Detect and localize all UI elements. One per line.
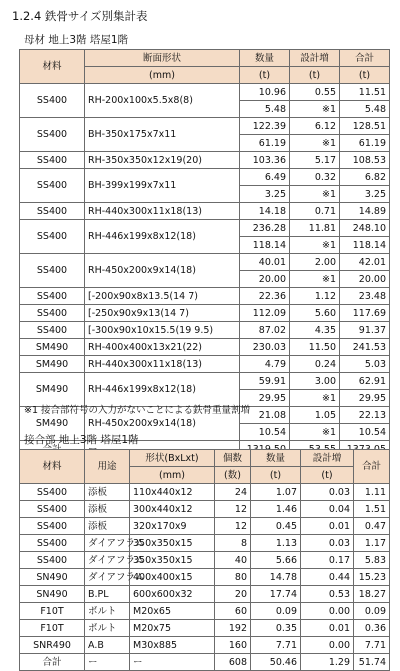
extra-cell: 2.00: [290, 254, 340, 271]
shape-cell: 320x170x9: [130, 518, 215, 535]
qty-cell: 61.19: [240, 135, 290, 152]
total-cell: 18.27: [354, 586, 390, 603]
shape-cell: M20x75: [130, 620, 215, 637]
header-use: 用途: [85, 450, 130, 484]
extra-cell: 6.12: [290, 118, 340, 135]
qty-cell: 1.13: [251, 535, 301, 552]
material-cell: SN490: [20, 569, 85, 586]
qty-cell: 10.96: [240, 84, 290, 101]
table-row: [20, 254, 390, 271]
total-cell: 108.53: [340, 152, 390, 169]
total-cell: 22.13: [340, 407, 390, 424]
shape-cell: 350x350x15: [130, 552, 215, 569]
material-cell: SS400: [20, 322, 85, 339]
material-cell: SS400: [20, 288, 85, 305]
qty-cell: 21.08: [240, 407, 290, 424]
material-cell: SS400: [20, 552, 85, 569]
total-cell: 29.95: [340, 390, 390, 407]
extra-cell: ※1: [290, 135, 340, 152]
total-cell: 62.91: [340, 373, 390, 390]
table-row: [20, 84, 390, 101]
use-cell: ダイアフラム: [85, 535, 130, 552]
extra-cell: 1.12: [290, 288, 340, 305]
header-extra-unit: (t): [301, 467, 354, 484]
qty-cell: 5.48: [240, 101, 290, 118]
total-cell: 0.47: [354, 518, 390, 535]
header-qty-unit: (t): [251, 467, 301, 484]
total-cell: 5.03: [340, 356, 390, 373]
table-row: [20, 484, 390, 501]
total-cell: 1.11: [354, 484, 390, 501]
total-cell: 248.10: [340, 220, 390, 237]
table-row: [20, 620, 390, 637]
header-qty: 数量: [240, 50, 290, 67]
count-cell: 20: [215, 586, 251, 603]
extra-cell: ※1: [290, 390, 340, 407]
count-cell: 192: [215, 620, 251, 637]
shape-cell: 400x400x15: [130, 569, 215, 586]
total-cell: 128.51: [340, 118, 390, 135]
extra-cell: 1.05: [290, 407, 340, 424]
section-cell: [-200x90x8x13.5(14 7): [85, 288, 240, 305]
extra-cell: 3.00: [290, 373, 340, 390]
qty-cell: 22.36: [240, 288, 290, 305]
shape-cell: M30x885: [130, 637, 215, 654]
extra-cell: 4.35: [290, 322, 340, 339]
extra-cell: 11.50: [290, 339, 340, 356]
footnote: ※1 接合部符号の入力がないことによる鉄骨重量割増: [24, 405, 251, 416]
extra-cell: ※1: [290, 424, 340, 441]
total-cell: 10.54: [340, 424, 390, 441]
table-header-row: [20, 50, 390, 67]
use-cell: 添板: [85, 501, 130, 518]
total-cell: 91.37: [340, 322, 390, 339]
qty-cell: 5.66: [251, 552, 301, 569]
section-cell: RH-400x400x13x21(22): [85, 339, 240, 356]
material-cell: SS400: [20, 152, 85, 169]
count-cell: 12: [215, 501, 251, 518]
header-total: 合計: [340, 50, 390, 67]
total-label: 合計: [20, 654, 85, 671]
extra-cell: 0.71: [290, 203, 340, 220]
extra-cell: 0.17: [301, 552, 354, 569]
shape-cell: 350x350x15: [130, 535, 215, 552]
total-cell: 6.82: [340, 169, 390, 186]
table-row: [20, 203, 390, 220]
table-row: [20, 356, 390, 373]
qty-cell: 122.39: [240, 118, 290, 135]
table-row: [20, 169, 390, 186]
use-cell: ボルト: [85, 603, 130, 620]
total-cell: 1.17: [354, 535, 390, 552]
count-cell: 24: [215, 484, 251, 501]
qty-cell: 59.91: [240, 373, 290, 390]
section-cell: RH-446x199x8x12(18): [85, 373, 240, 407]
section-cell: RH-450x200x9x14(18): [85, 407, 240, 441]
table-row: [20, 518, 390, 535]
material-cell: SS400: [20, 305, 85, 322]
header-material: 材料: [20, 50, 85, 84]
section-cell: RH-440x300x11x18(13): [85, 203, 240, 220]
total-cell: 23.48: [340, 288, 390, 305]
qty-cell: 0.45: [251, 518, 301, 535]
header-count: 個数: [215, 450, 251, 467]
count-cell: 608: [215, 654, 251, 671]
header-extra: 設計増: [301, 450, 354, 467]
count-cell: 40: [215, 552, 251, 569]
count-cell: 8: [215, 535, 251, 552]
joint-table: [19, 449, 390, 671]
extra-cell: 0.01: [301, 518, 354, 535]
base-material-table: [19, 49, 390, 458]
material-cell: SM490: [20, 407, 85, 441]
qty-cell: 20.00: [240, 271, 290, 288]
extra-cell: 0.01: [301, 620, 354, 637]
total-cell: 0.09: [354, 603, 390, 620]
header-qty-unit: (t): [240, 67, 290, 84]
material-cell: F10T: [20, 603, 85, 620]
section-cell: RH-446x199x8x12(18): [85, 220, 240, 254]
extra-cell: 0.03: [301, 535, 354, 552]
header-total-unit: (t): [340, 67, 390, 84]
total-cell: 51.74: [354, 654, 390, 671]
use-cell: B.PL: [85, 586, 130, 603]
material-cell: SN490: [20, 586, 85, 603]
qty-cell: 1.46: [251, 501, 301, 518]
qty-cell: 14.18: [240, 203, 290, 220]
header-total: 合計: [354, 450, 390, 484]
section-cell: [-250x90x9x13(14 7): [85, 305, 240, 322]
material-cell: SS400: [20, 535, 85, 552]
material-cell: SS400: [20, 220, 85, 254]
material-cell: SM490: [20, 373, 85, 407]
table-row: [20, 552, 390, 569]
section-cell: RH-200x100x5.5x8(8): [85, 84, 240, 118]
use-cell: ダイアフラム: [85, 569, 130, 586]
section-cell: RH-450x200x9x14(18): [85, 254, 240, 288]
extra-cell: 0.00: [301, 637, 354, 654]
header-shape: 形状(BxLxt): [130, 450, 215, 467]
extra-cell: 0.00: [301, 603, 354, 620]
material-cell: SS400: [20, 254, 85, 288]
use-cell: ダイアフラム: [85, 552, 130, 569]
total-cell: 14.89: [340, 203, 390, 220]
total-cell: 3.25: [340, 186, 390, 203]
table-row: [20, 586, 390, 603]
page-title: 1.2.4 鉄骨サイズ別集計表: [12, 9, 148, 23]
extra-cell: 0.03: [301, 484, 354, 501]
table-row: [20, 373, 390, 390]
table-row: [20, 637, 390, 654]
qty-cell: 50.46: [251, 654, 301, 671]
total-cell: 42.01: [340, 254, 390, 271]
extra-cell: 1.29: [301, 654, 354, 671]
extra-cell: 0.55: [290, 84, 340, 101]
material-cell: F10T: [20, 620, 85, 637]
table-row: [20, 535, 390, 552]
shape-cell: 600x600x32: [130, 586, 215, 603]
qty-cell: 10.54: [240, 424, 290, 441]
table1-caption: 母材 地上3階 塔屋1階: [24, 34, 129, 46]
header-section: 断面形状: [85, 50, 240, 67]
section-cell: BH-350x175x7x11: [85, 118, 240, 152]
extra-cell: 0.53: [301, 586, 354, 603]
extra-cell: 0.04: [301, 501, 354, 518]
material-cell: SS400: [20, 518, 85, 535]
use-cell: A.B: [85, 637, 130, 654]
total-cell: 118.14: [340, 237, 390, 254]
extra-cell: ※1: [290, 237, 340, 254]
table-row: [20, 339, 390, 356]
count-cell: 80: [215, 569, 251, 586]
count-cell: 60: [215, 603, 251, 620]
extra-cell: 0.24: [290, 356, 340, 373]
count-cell: 160: [215, 637, 251, 654]
header-extra-unit: (t): [290, 67, 340, 84]
header-shape-unit: (mm): [130, 467, 215, 484]
material-cell: SS400: [20, 118, 85, 152]
extra-cell: 11.81: [290, 220, 340, 237]
material-cell: SS400: [20, 501, 85, 518]
table2-caption: 接合部 地上3階 塔屋1階: [24, 434, 139, 446]
qty-cell: 40.01: [240, 254, 290, 271]
total-cell: 0.36: [354, 620, 390, 637]
qty-cell: 230.03: [240, 339, 290, 356]
table-row: [20, 501, 390, 518]
total-cell: 11.51: [340, 84, 390, 101]
header-qty: 数量: [251, 450, 301, 467]
shape-cell: ー: [130, 654, 215, 671]
shape-cell: 110x440x12: [130, 484, 215, 501]
material-cell: SM490: [20, 339, 85, 356]
section-cell: [-300x90x10x15.5(19 9.5): [85, 322, 240, 339]
qty-cell: 112.09: [240, 305, 290, 322]
total-cell: 5.48: [340, 101, 390, 118]
extra-cell: 0.32: [290, 169, 340, 186]
total-cell: 20.00: [340, 271, 390, 288]
use-cell: 添板: [85, 518, 130, 535]
shape-cell: M20x65: [130, 603, 215, 620]
table-header-row: [20, 450, 390, 467]
qty-cell: 118.14: [240, 237, 290, 254]
table-row: [20, 569, 390, 586]
qty-cell: 3.25: [240, 186, 290, 203]
qty-cell: 1.07: [251, 484, 301, 501]
extra-cell: ※1: [290, 186, 340, 203]
extra-cell: ※1: [290, 101, 340, 118]
total-cell: 5.83: [354, 552, 390, 569]
header-material: 材料: [20, 450, 85, 484]
qty-cell: 103.36: [240, 152, 290, 169]
qty-cell: 87.02: [240, 322, 290, 339]
count-cell: 12: [215, 518, 251, 535]
use-cell: ー: [85, 654, 130, 671]
material-cell: SM490: [20, 356, 85, 373]
table-row: [20, 118, 390, 135]
qty-cell: 17.74: [251, 586, 301, 603]
total-cell: 117.69: [340, 305, 390, 322]
qty-cell: 6.49: [240, 169, 290, 186]
table-row: [20, 322, 390, 339]
table-row: [20, 603, 390, 620]
total-row: [20, 654, 390, 671]
total-cell: 241.53: [340, 339, 390, 356]
total-cell: 61.19: [340, 135, 390, 152]
section-cell: RH-350x350x12x19(20): [85, 152, 240, 169]
section-cell: BH-399x199x7x11: [85, 169, 240, 203]
extra-cell: ※1: [290, 271, 340, 288]
table-row: [20, 152, 390, 169]
qty-cell: 4.79: [240, 356, 290, 373]
total-cell: 7.71: [354, 637, 390, 654]
qty-cell: 0.09: [251, 603, 301, 620]
qty-cell: 14.78: [251, 569, 301, 586]
shape-cell: 300x440x12: [130, 501, 215, 518]
qty-cell: 29.95: [240, 390, 290, 407]
material-cell: SS400: [20, 169, 85, 203]
total-cell: 1.51: [354, 501, 390, 518]
use-cell: ボルト: [85, 620, 130, 637]
extra-cell: 0.44: [301, 569, 354, 586]
qty-cell: 236.28: [240, 220, 290, 237]
header-extra: 設計増: [290, 50, 340, 67]
extra-cell: 5.60: [290, 305, 340, 322]
extra-cell: 5.17: [290, 152, 340, 169]
material-cell: SS400: [20, 84, 85, 118]
qty-cell: 7.71: [251, 637, 301, 654]
use-cell: 添板: [85, 484, 130, 501]
material-cell: SNR490: [20, 637, 85, 654]
total-cell: 15.23: [354, 569, 390, 586]
header-count-unit: (数): [215, 467, 251, 484]
material-cell: SS400: [20, 203, 85, 220]
table-row: [20, 220, 390, 237]
table-row: [20, 288, 390, 305]
material-cell: SS400: [20, 484, 85, 501]
table-row: [20, 305, 390, 322]
section-cell: RH-440x300x11x18(13): [85, 356, 240, 373]
qty-cell: 0.35: [251, 620, 301, 637]
header-section-unit: (mm): [85, 67, 240, 84]
